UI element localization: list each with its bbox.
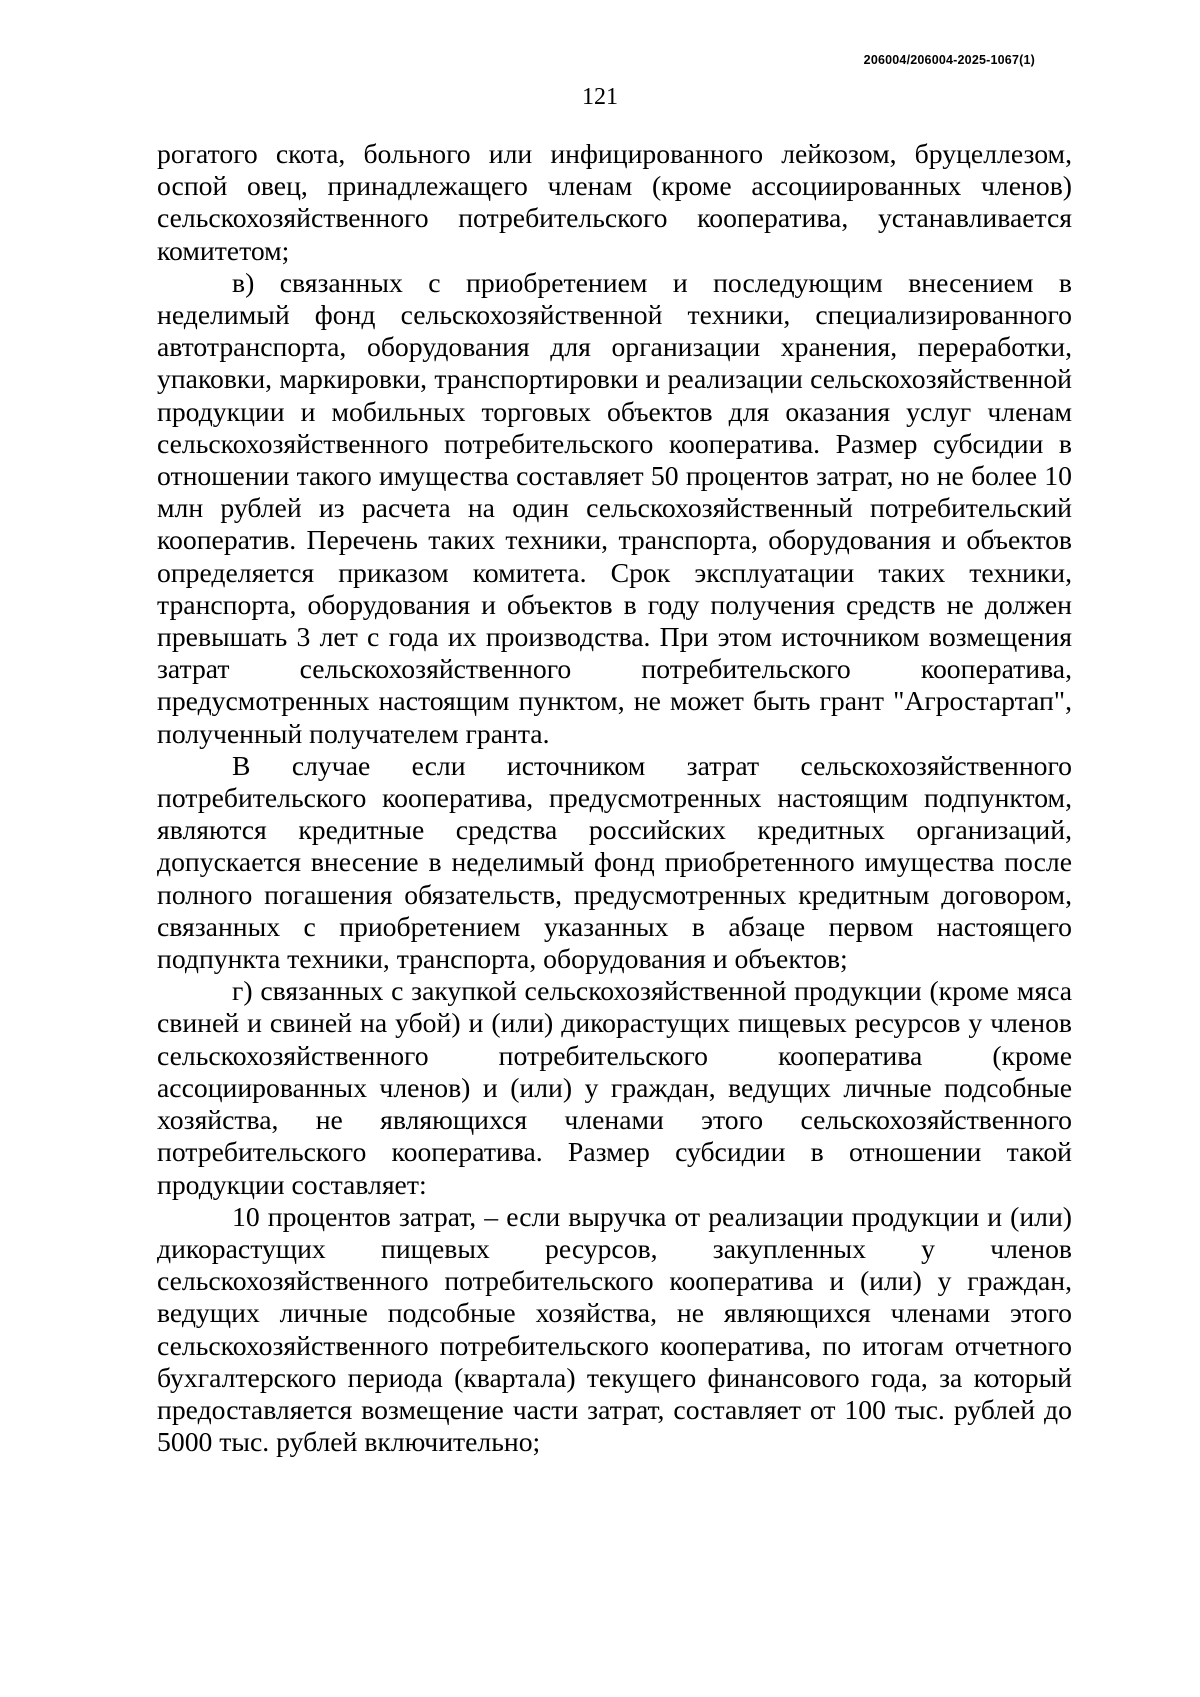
paragraph: рогатого скота, больного или инфицированного лейкозом, бруцеллезом, оспой овец, принадлежащего членам (кроме ассоциированных членов) сельскохозяйственного потребительского кооператива, устанавливается комитетом;	[157, 138, 1072, 266]
document-id: 206004/206004-2025-1067(1)	[863, 53, 1035, 67]
paragraph: в) связанных с приобретением и последующим внесением в неделимый фонд сельскохозяйственной техники, специализированного автотранспорта, оборудования для организации хранения, переработки, упаковки, маркировки, транспортировки и реализации сельскохозяйственной продукции и мобильных торговых объектов для оказания услуг членам сельскохозяйственного потребительского кооператива. Размер субсидии в отношении такого имущества составляет 50 процентов затрат, но не более 10 млн рублей из расчета на один сельскохозяйственный потребительский кооператив. Перечень таких техники, транспорта, оборудования и объектов определяется приказом комитета. Срок эксплуатации таких техники, транспорта, оборудования и объектов в году получения средств не должен превышать 3 лет с года их производства. При этом источником возмещения затрат сельскохозяйственного потребительского кооператива, предусмотренных настоящим пунктом, не может быть грант "Агростартап", полученный получателем гранта.	[157, 266, 1072, 749]
paragraph: г) связанных с закупкой сельскохозяйственной продукции (кроме мяса свиней и свиней на убой) и (или) дикорастущих пищевых ресурсов у членов сельскохозяйственного потребительского кооператива (кроме ассоциированных членов) и (или) у граждан, ведущих личные подсобные хозяйства, не являющихся членами этого сельскохозяйственного потребительского кооператива. Размер субсидии в отношении такой продукции составляет:	[157, 975, 1072, 1200]
page-number: 121	[582, 84, 618, 110]
document-body	[157, 138, 1072, 1458]
paragraph: 10 процентов затрат, – если выручка от реализации продукции и (или) дикорастущих пищевых ресурсов, закупленных у членов сельскохозяйственного потребительского кооператива и (или) у граждан, ведущих личные подсобные хозяйства, не являющихся членами этого сельскохозяйственного потребительского кооператива, по итогам отчетного бухгалтерского периода (квартала) текущего финансового года, за который предоставляется возмещение части затрат, составляет от 100 тыс. рублей до 5000 тыс. рублей включительно;	[157, 1200, 1072, 1458]
paragraph: В случае если источником затрат сельскохозяйственного потребительского кооператива, предусмотренных настоящим подпунктом, являются кредитные средства российских кредитных организаций, допускается внесение в неделимый фонд приобретенного имущества после полного погашения обязательств, предусмотренных кредитным договором, связанных с приобретением указанных в абзаце первом настоящего подпункта техники, транспорта, оборудования и объектов;	[157, 749, 1072, 975]
